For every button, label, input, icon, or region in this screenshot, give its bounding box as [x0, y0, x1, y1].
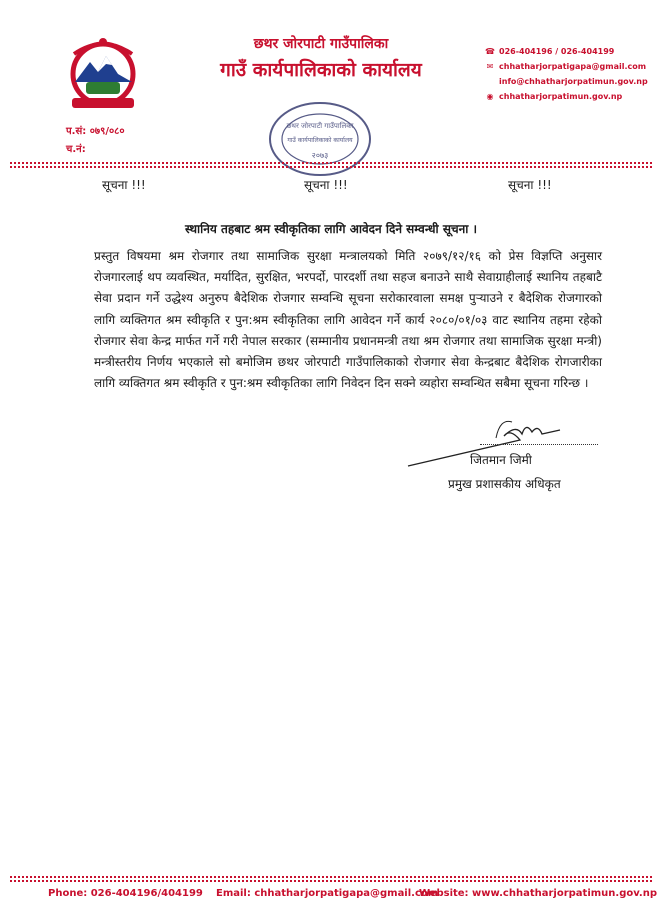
contact-block	[484, 44, 648, 104]
globe-icon: ◉	[486, 91, 494, 101]
stamp-line-1: छथर जोरपाटी गाउँपालिका	[286, 122, 354, 130]
notice-right: सूचना !!!	[508, 178, 552, 192]
patra-sankhya: प.सं: ०७९/०८०	[66, 126, 125, 137]
contact-phone: 026-404196 / 026-404199	[499, 46, 615, 56]
notice-center: सूचना !!!	[304, 178, 348, 192]
footer-website: Website: www.chhatharjorpatimun.gov.np	[419, 888, 658, 899]
chalani-number: च.नं:	[66, 144, 86, 155]
footer-divider-2	[10, 880, 652, 882]
signature-line	[480, 444, 598, 445]
body-paragraph: प्रस्तुत विषयमा श्रम रोजगार तथा सामाजिक सुरक्षा मन्त्रालयको मिति २०७९/१२/१६ को प्रेस विज्ञप्ति अनुसार रोजगारलाई थप व्यवस्थित, मर्यादित, सुरक्षित, भरपर्दो, पारदर्शी तथा सहज बनाउने साथै सेवाग्राहीलाई स्थानिय तहबाटै सेवा प्रदान गर्ने उद्धेश्य अनुरुप बैदेशिक रोजगार सम्वन्धि सूचना सरोकारवाला समक्ष पुऱ्याउने र बैदेशिक रोजगारको लागि व्यक्तिगत श्रम स्वीकृति र पुन:श्रम स्वीकृतिका लागि आवेदन गर्ने कार्य २०८०/०१/०३ वाट स्थानिय तहमा रहेको रोजगार सेवा केन्द्र मार्फत गर्ने गरी नेपाल सरकार (सम्मानीय प्रधानमन्त्री तथा श्रम रोजगार तथा सामाजिक सुरक्षा मन्त्री) मन्त्रीस्तरीय निर्णय भएकाले सो बमोजिम छथर जोरपाटी गाउँपालिकाको रोजगार सेवा केन्द्रबाट बैदेशिक रोगजारीका लागि व्यक्तिगत श्रम स्वीकृति र पुन:श्रम स्वीकृतिका लागि निवेदन दिन सक्ने व्यहोरा सम्वन्धित सबैमा सूचना गरिन्छ ।	[94, 249, 602, 391]
header-divider	[10, 162, 652, 164]
office-title: गाउँ कार्यपालिकाको कार्यालय	[220, 59, 422, 81]
footer-email: Email: chhatharjorpatigapa@gmail.com	[216, 888, 439, 899]
footer-phone: Phone: 026-404196/404199	[48, 888, 203, 899]
stamp-line-2: गाउँ कार्यपालिकाको कार्यालय	[287, 137, 353, 144]
notice-left: सूचना !!!	[102, 178, 146, 192]
subject-line: स्थानिय तहबाट श्रम स्वीकृतिका लागि आवेदन दिने सम्वन्धी सूचना ।	[184, 222, 478, 236]
municipality-name: छथर जोरपाटी गाउँपालिका	[253, 36, 389, 52]
contact-website: chhatharjorpatimun.gov.np	[499, 91, 623, 101]
signatory-title: प्रमुख प्रशासकीय अधिकृत	[448, 477, 561, 491]
contact-email-2: info@chhatharjorpatimun.gov.np	[499, 76, 648, 86]
signatory-name: जितमान जिमी	[470, 453, 532, 467]
phone-icon: ☎	[485, 46, 495, 56]
footer-divider	[10, 876, 652, 878]
contact-email: chhatharjorpatigapa@gmail.com	[499, 61, 647, 71]
stamp-line-3: २०७३	[311, 151, 329, 160]
mail-icon: ✉	[486, 61, 494, 71]
header-divider-2	[10, 166, 652, 168]
nepal-emblem-logo	[60, 34, 146, 116]
